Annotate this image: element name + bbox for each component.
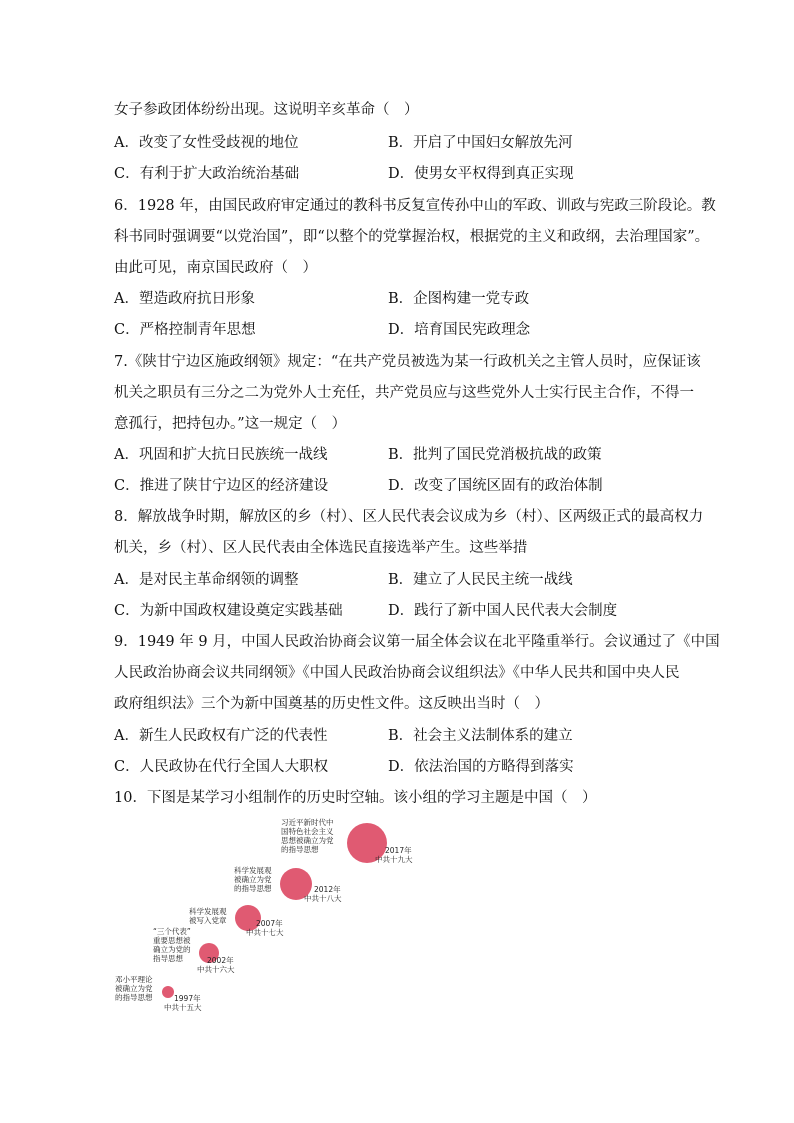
q9-option-d: D．依法治国的方略得到落实 [388,759,574,775]
q6-stem-line2: 科书同时强调要“以党治国”，即“以整个的党掌握治权，根据党的主义和政纲，去治理国家”。 [114,229,710,245]
q7-option-c: C．推进了陕甘宁边区的经济建设 [114,478,329,494]
timeline-event-year-4: 2012年中共十八大 [304,885,342,903]
q8-option-b: B．建立了人民民主统一战线 [388,572,573,588]
timeline-event-year-3: 2007年中共十七大 [246,919,284,937]
timeline-event-label-1: 邓小平理论被确立为党的指导思想 [115,975,153,1002]
q8-stem-line2: 机关，乡（村）、区人民代表由全体选民直接选举产生。这些举措 [114,540,528,556]
q9-stem-line2: 人民政治协商会议共同纲领》《中国人民政治协商会议组织法》《中华人民共和国中央人民 [114,665,680,681]
q8-option-a: A．是对民主革命纲领的调整 [114,572,299,588]
q7-option-d: D．改变了国统区固有的政治体制 [388,478,603,494]
q9-option-a: A．新生人民政权有广泛的代表性 [114,728,328,744]
q9-option-b: B．社会主义法制体系的建立 [388,728,573,744]
q6-option-b: B．企图构建一党专政 [388,291,530,307]
q8-option-d: D．践行了新中国人民代表大会制度 [388,603,618,619]
q5-option-d: D．使男女平权得到真正实现 [388,166,574,182]
q6-option-a: A．塑造政府抗日形象 [114,291,255,307]
timeline-circle-1 [162,986,174,998]
q8-option-c: C．为新中国政权建设奠定实践基础 [114,603,343,619]
q6-option-d: D．培育国民宪政理念 [388,322,531,338]
q9-option-c: C．人民政协在代行全国人大职权 [114,759,329,775]
q9-stem-line3: 政府组织法》三个为新中国奠基的历史性文件。这反映出当时（ ） [114,696,549,712]
timeline-event-year-5: 2017年中共十九大 [375,846,413,864]
history-timeline-figure [110,815,440,1020]
timeline-event-label-4: 科学发展观被确立为党的指导思想 [234,866,272,893]
q9-stem-line1: 9．1949 年 9 月，中国人民政治协商会议第一届全体会议在北平隆重举行。会议通过了《中国 [114,634,720,650]
timeline-event-year-2: 2002年中共十六大 [197,956,235,974]
q8-stem-line1: 8．解放战争时期，解放区的乡（村）、区人民代表会议成为乡（村）、区两级正式的最高权力 [114,509,704,525]
q6-stem-line1: 6．1928 年，由国民政府审定通过的教科书反复宣传孙中山的军政、训政与宪政三阶段论。教 [114,198,716,214]
question-intro: 女子参政团体纷纷出现。这说明辛亥革命（ ） [114,102,419,118]
q7-stem-line1: 7.《陕甘宁边区施政纲领》规定：“在共产党员被选为某一行政机关之主管人员时，应保证该 [114,354,701,370]
timeline-event-label-5: 习近平新时代中国特色社会主义思想被确立为党的指导思想 [281,818,334,854]
q7-option-b: B．批判了国民党消极抗战的政策 [388,447,602,463]
timeline-event-year-1: 1997年中共十五大 [164,994,202,1012]
timeline-event-label-3: 科学发展观被写入党章 [189,907,227,925]
q7-option-a: A．巩固和扩大抗日民族统一战线 [114,447,328,463]
q5-option-a: A．改变了女性受歧视的地位 [114,135,299,151]
timeline-event-label-2: “三个代表”重要思想被确立为党的指导思想 [153,927,191,963]
q6-option-c: C．严格控制青年思想 [114,322,256,338]
q7-stem-line2: 机关之职员有三分之二为党外人士充任，共产党员应与这些党外人士实行民主合作，不得一 [114,385,694,401]
q6-stem-line3: 由此可见，南京国民政府（ ） [114,260,317,276]
q10-stem-line1: 10．下图是某学习小组制作的历史时空轴。该小组的学习主题是中国（ ） [114,790,597,806]
q5-option-b: B．开启了中国妇女解放先河 [388,135,573,151]
q7-stem-line3: 意孤行，把持包办。”这一规定（ ） [114,416,347,432]
q5-option-c: C．有利于扩大政治统治基础 [114,166,300,182]
